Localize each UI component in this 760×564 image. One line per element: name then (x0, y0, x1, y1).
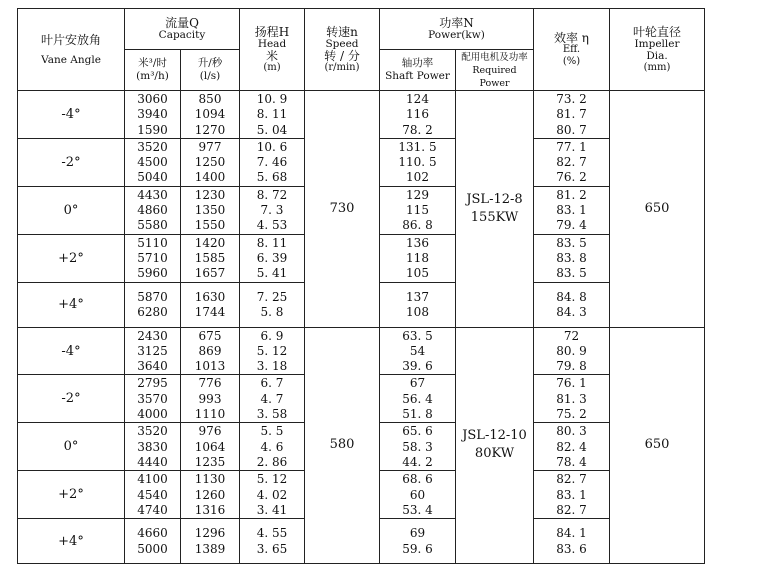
impeller-header-en2: Dia. (646, 49, 668, 62)
efficiency-cell (534, 423, 610, 471)
efficiency-cell (534, 186, 610, 234)
flow-header-cn: 流量Q (165, 16, 199, 30)
flow-header (125, 9, 240, 50)
motor-model: JSL-12-10 (462, 428, 527, 444)
flow-ls-cell (181, 234, 240, 282)
flow-unit-ls (181, 50, 240, 91)
head-cell (240, 327, 305, 375)
head-cell-value: 3. 18 (256, 359, 288, 374)
vane-angle-cell: 0° (18, 186, 125, 234)
header-row-1 (18, 9, 705, 50)
head-cell-value: 7. 3 (260, 203, 284, 218)
head-cell-value: 4. 55 (256, 526, 288, 541)
shaft-power-cell (380, 519, 456, 564)
efficiency-header-en: Eff. (562, 43, 581, 55)
shaft-power-cell-value: 69 (409, 526, 426, 541)
efficiency-cell-value: 83. 1 (556, 203, 587, 218)
head-cell (240, 91, 305, 139)
power-header-cn: 功率N (439, 16, 474, 30)
speed-value: 730 (329, 200, 355, 216)
flow-ls-cell (181, 186, 240, 234)
speed-value: 580 (329, 437, 355, 453)
efficiency-cell-value: 80. 3 (556, 424, 587, 439)
flow-m3h-cell-value: 5960 (137, 266, 168, 281)
head-header (240, 9, 305, 91)
head-unit-cn: 米 (265, 48, 278, 63)
flow-ls-cell (181, 282, 240, 327)
head-cell-value: 5. 68 (256, 170, 288, 185)
shaft-power-cell-value: 59. 6 (402, 541, 433, 556)
flow-ls-cell (181, 138, 240, 186)
flow-ls-cell-value: 1400 (194, 170, 226, 185)
head-cell-value: 6. 7 (260, 376, 284, 391)
efficiency-cell (534, 91, 610, 139)
flow-ls-cell-value: 776 (198, 376, 222, 391)
flow-m3h-cell (125, 519, 181, 564)
shaft-power-cell-value: 63. 5 (402, 328, 433, 343)
flow-ls-cell-value: 869 (198, 343, 222, 358)
flow-m3h-cell-value: 2430 (137, 328, 168, 343)
flow-m3h-cell-value: 3940 (137, 107, 168, 122)
efficiency-cell-value: 83. 6 (556, 541, 587, 556)
efficiency-cell-value: 78. 4 (556, 454, 587, 469)
flow-ls-cell (181, 327, 240, 375)
efficiency-cell-value: 84. 8 (556, 289, 587, 304)
shaft-power-cell-value: 65. 6 (402, 424, 433, 439)
shaft-power-cell-value: 56. 4 (402, 391, 433, 406)
head-cell-value: 2. 86 (256, 454, 288, 469)
shaft-power-cell (380, 282, 456, 327)
efficiency-header-cn: 效率 η (553, 30, 589, 45)
flow-ls-cell (181, 519, 240, 564)
flow-m3h-cell-value: 5040 (137, 170, 168, 185)
required-power-en: Required Power (472, 64, 517, 89)
head-cell (240, 282, 305, 327)
motor-cell (456, 327, 534, 564)
vane-angle-cell: -4° (18, 91, 125, 139)
required-power-header (456, 50, 534, 91)
efficiency-cell-value: 83. 8 (556, 250, 587, 265)
flow-m3h-cell (125, 471, 181, 519)
flow-unit1-cn: 米³/时 (138, 57, 167, 69)
efficiency-cell (534, 234, 610, 282)
speed-header-en: Speed (325, 37, 359, 50)
efficiency-cell (534, 138, 610, 186)
flow-m3h-cell (125, 91, 181, 139)
flow-ls-cell-value: 1235 (194, 454, 226, 469)
flow-ls-cell-value: 850 (198, 92, 222, 106)
shaft-power-cell-value: 51. 8 (402, 407, 433, 422)
head-unit: (m) (263, 61, 281, 73)
flow-ls-cell-value: 1744 (194, 305, 226, 320)
shaft-power-cell (380, 375, 456, 423)
flow-m3h-cell (125, 138, 181, 186)
head-cell (240, 375, 305, 423)
flow-m3h-cell (125, 282, 181, 327)
efficiency-cell-value: 82. 7 (556, 472, 587, 487)
efficiency-cell-value: 83. 5 (556, 266, 587, 281)
efficiency-cell (534, 282, 610, 327)
speed-unit: (r/min) (324, 61, 360, 73)
efficiency-cell-value: 83. 1 (556, 487, 587, 502)
efficiency-cell-value: 76. 1 (556, 376, 587, 391)
shaft-power-cell-value: 129 (406, 187, 429, 202)
shaft-power-cell-value: 105 (406, 266, 429, 281)
motor-model: JSL-12-8 (466, 191, 523, 207)
head-cell-value: 4. 6 (260, 439, 284, 454)
head-cell (240, 471, 305, 519)
head-cell-value: 3. 41 (256, 502, 288, 517)
flow-ls-cell-value: 1316 (194, 502, 226, 517)
vane-angle-cell: +2° (18, 471, 125, 519)
head-cell-value: 8. 72 (256, 187, 288, 202)
flow-m3h-cell-value: 5110 (137, 235, 168, 250)
flow-m3h-cell-value: 4000 (137, 407, 168, 422)
shaft-power-cell-value: 53. 4 (402, 502, 433, 517)
speed-header (305, 9, 380, 91)
flow-m3h-cell-value: 4100 (137, 472, 168, 487)
efficiency-cell-value: 76. 2 (556, 170, 587, 185)
flow-m3h-cell-value: 6280 (137, 305, 168, 320)
vane-angle-cell: -4° (18, 327, 125, 375)
efficiency-cell-value: 79. 8 (556, 359, 587, 374)
shaft-power-header (380, 50, 456, 91)
impeller-cell (610, 327, 705, 564)
shaft-power-cell-value: 110. 5 (398, 155, 437, 170)
head-cell-value: 5. 12 (256, 472, 288, 487)
head-header-en: Head (257, 37, 287, 50)
vane-angle-cell: +4° (18, 282, 125, 327)
shaft-power-cell (380, 327, 456, 375)
efficiency-cell-value: 79. 4 (556, 218, 587, 233)
head-cell-value: 5. 41 (256, 266, 288, 281)
speed-cell (305, 327, 380, 564)
flow-header-en: Capacity (158, 29, 206, 41)
flow-ls-cell-value: 675 (198, 328, 222, 343)
impeller-header (610, 9, 705, 91)
head-cell-value: 5. 12 (256, 343, 288, 358)
efficiency-cell-value: 77. 1 (556, 139, 587, 154)
efficiency-cell (534, 519, 610, 564)
vane-angle-cell: 0° (18, 423, 125, 471)
flow-ls-cell-value: 1270 (194, 122, 226, 137)
shaft-power-cell-value: 137 (406, 289, 429, 304)
flow-ls-cell-value: 1094 (194, 107, 226, 122)
efficiency-cell-value: 72 (563, 328, 580, 343)
flow-unit1: (m³/h) (136, 70, 169, 82)
efficiency-cell-value: 81. 3 (556, 391, 587, 406)
flow-m3h-cell-value: 5710 (137, 250, 168, 265)
flow-m3h-cell-value: 1590 (137, 122, 168, 137)
head-cell (240, 234, 305, 282)
flow-m3h-cell-value: 3520 (137, 424, 168, 439)
efficiency-cell-value: 80. 7 (556, 122, 587, 137)
head-cell-value: 7. 46 (256, 155, 288, 170)
shaft-power-cell-value: 44. 2 (402, 454, 433, 469)
head-cell-value: 10. 9 (256, 92, 288, 106)
flow-ls-cell-value: 1657 (194, 266, 226, 281)
speed-header-cn: 转速n (326, 24, 358, 39)
shaft-power-cell-value: 54 (409, 343, 426, 358)
flow-m3h-cell (125, 375, 181, 423)
head-cell-value: 8. 11 (256, 235, 288, 250)
flow-m3h-cell-value: 3520 (137, 139, 168, 154)
power-header-en: Power(kw) (428, 29, 485, 41)
shaft-power-cn: 轴功率 (401, 57, 434, 69)
shaft-power-cell-value: 58. 3 (402, 439, 433, 454)
impeller-header-cn: 叶轮直径 (632, 24, 681, 39)
impeller-cell (610, 91, 705, 328)
shaft-power-cell-value: 102 (406, 170, 429, 185)
head-header-cn: 扬程H (254, 24, 290, 39)
flow-ls-cell (181, 423, 240, 471)
head-cell-value: 3. 65 (256, 541, 288, 556)
flow-ls-cell-value: 1260 (194, 487, 226, 502)
shaft-power-cell-value: 116 (406, 107, 429, 122)
efficiency-unit: (%) (562, 55, 581, 67)
flow-m3h-cell-value: 4440 (137, 454, 168, 469)
flow-ls-cell-value: 993 (198, 391, 222, 406)
flow-m3h-cell (125, 423, 181, 471)
flow-m3h-cell-value: 3570 (137, 391, 168, 406)
shaft-power-cell-value: 131. 5 (398, 139, 437, 154)
head-cell-value: 4. 7 (260, 391, 284, 406)
vane-angle-cell: +2° (18, 234, 125, 282)
head-cell-value: 10. 6 (256, 139, 288, 154)
flow-m3h-cell-value: 4430 (137, 187, 168, 202)
flow-ls-cell-value: 1350 (194, 203, 226, 218)
impeller-value: 650 (644, 200, 670, 216)
shaft-power-cell-value: 124 (406, 92, 429, 106)
flow-m3h-cell-value: 4740 (137, 502, 168, 517)
shaft-power-cell-value: 86. 8 (402, 218, 433, 233)
head-cell-value: 8. 11 (256, 107, 288, 122)
flow-ls-cell-value: 1296 (194, 526, 226, 541)
vane-angle-header (18, 9, 125, 91)
shaft-power-cell-value: 78. 2 (402, 122, 433, 137)
vane-angle-header-en: Vane Angle (41, 53, 101, 66)
impeller-unit: (mm) (643, 61, 671, 73)
flow-m3h-cell-value: 3060 (137, 92, 168, 106)
efficiency-header (534, 9, 610, 91)
efficiency-cell-value: 75. 2 (556, 407, 587, 422)
flow-m3h-cell (125, 234, 181, 282)
shaft-power-cell-value: 67 (409, 376, 426, 391)
flow-m3h-cell-value: 3640 (137, 359, 168, 374)
head-cell-value: 3. 58 (256, 407, 288, 422)
flow-m3h-cell-value: 5000 (137, 541, 168, 556)
flow-ls-cell-value: 1550 (194, 218, 226, 233)
flow-ls-cell-value: 1230 (194, 187, 226, 202)
flow-unit2-cn: 升/秒 (197, 57, 223, 69)
flow-ls-cell-value: 1130 (194, 472, 226, 487)
head-cell (240, 519, 305, 564)
motor-power: 155KW (470, 209, 519, 225)
head-cell-value: 5. 04 (256, 122, 288, 137)
efficiency-cell-value: 82. 7 (556, 502, 587, 517)
flow-ls-cell-value: 1585 (194, 250, 226, 265)
flow-ls-cell-value: 1064 (194, 439, 226, 454)
flow-m3h-cell-value: 2795 (137, 376, 168, 391)
efficiency-cell (534, 327, 610, 375)
head-cell (240, 186, 305, 234)
efficiency-cell-value: 73. 2 (556, 92, 587, 106)
shaft-power-cell (380, 91, 456, 139)
flow-ls-cell-value: 977 (198, 139, 222, 154)
shaft-power-cell-value: 68. 6 (402, 472, 433, 487)
head-cell (240, 423, 305, 471)
shaft-power-cell-value: 118 (406, 250, 429, 265)
vane-angle-header-cn: 叶片安放角 (40, 32, 101, 47)
efficiency-cell-value: 83. 5 (556, 235, 587, 250)
shaft-power-cell (380, 234, 456, 282)
head-cell-value: 6. 9 (260, 328, 284, 343)
flow-m3h-cell-value: 3830 (137, 439, 168, 454)
head-cell-value: 5. 5 (260, 424, 284, 439)
shaft-power-cell (380, 423, 456, 471)
shaft-power-cell (380, 471, 456, 519)
efficiency-cell (534, 471, 610, 519)
table-row (18, 327, 705, 375)
flow-ls-cell-value: 1013 (194, 359, 226, 374)
table-row (18, 91, 705, 139)
flow-ls-cell (181, 471, 240, 519)
vane-angle-cell: -2° (18, 375, 125, 423)
flow-ls-cell-value: 1420 (194, 235, 226, 250)
shaft-power-en: Shaft Power (385, 70, 450, 82)
shaft-power-cell-value: 115 (406, 203, 429, 218)
flow-m3h-cell-value: 5580 (137, 218, 168, 233)
head-cell-value: 4. 53 (256, 218, 288, 233)
efficiency-cell-value: 82. 4 (556, 439, 587, 454)
head-cell-value: 4. 02 (256, 487, 288, 502)
flow-m3h-cell-value: 4660 (137, 526, 168, 541)
head-cell-value: 6. 39 (256, 250, 288, 265)
vane-angle-cell: -2° (18, 138, 125, 186)
speed-unit-cn: 转 / 分 (324, 48, 360, 63)
motor-cell (456, 91, 534, 328)
speed-cell (305, 91, 380, 328)
required-power-cn: 配用电机及功率 (461, 51, 528, 63)
shaft-power-cell (380, 186, 456, 234)
efficiency-cell-value: 84. 1 (556, 526, 587, 541)
impeller-header-en1: Impeller (634, 37, 680, 50)
flow-ls-cell-value: 1110 (194, 407, 226, 422)
flow-m3h-cell-value: 4860 (137, 203, 168, 218)
impeller-value: 650 (644, 437, 670, 453)
flow-m3h-cell-value: 5870 (137, 289, 168, 304)
efficiency-cell (534, 375, 610, 423)
flow-m3h-cell (125, 186, 181, 234)
motor-power: 80KW (474, 446, 515, 462)
head-cell (240, 138, 305, 186)
efficiency-cell-value: 81. 2 (556, 187, 587, 202)
vane-angle-cell: +4° (18, 519, 125, 564)
flow-ls-cell (181, 91, 240, 139)
efficiency-cell-value: 81. 7 (556, 107, 587, 122)
efficiency-cell-value: 80. 9 (556, 343, 587, 358)
flow-ls-cell-value: 976 (198, 424, 222, 439)
flow-m3h-cell (125, 327, 181, 375)
flow-m3h-cell-value: 4500 (137, 155, 168, 170)
flow-ls-cell-value: 1630 (194, 289, 226, 304)
shaft-power-cell-value: 60 (409, 487, 426, 502)
flow-ls-cell (181, 375, 240, 423)
flow-m3h-cell-value: 4540 (137, 487, 168, 502)
shaft-power-cell-value: 136 (406, 235, 429, 250)
flow-ls-cell-value: 1250 (194, 155, 226, 170)
efficiency-cell-value: 84. 3 (556, 305, 587, 320)
power-header (380, 9, 534, 50)
flow-unit-m3h (125, 50, 181, 91)
efficiency-cell-value: 82. 7 (556, 155, 587, 170)
shaft-power-cell-value: 108 (406, 305, 429, 320)
head-cell-value: 7. 25 (256, 289, 288, 304)
pump-performance-table (17, 8, 705, 564)
shaft-power-cell (380, 138, 456, 186)
head-cell-value: 5. 8 (260, 305, 284, 320)
flow-ls-cell-value: 1389 (194, 541, 226, 556)
shaft-power-cell-value: 39. 6 (402, 359, 433, 374)
flow-m3h-cell-value: 3125 (137, 343, 168, 358)
flow-unit2: (l/s) (199, 70, 221, 82)
